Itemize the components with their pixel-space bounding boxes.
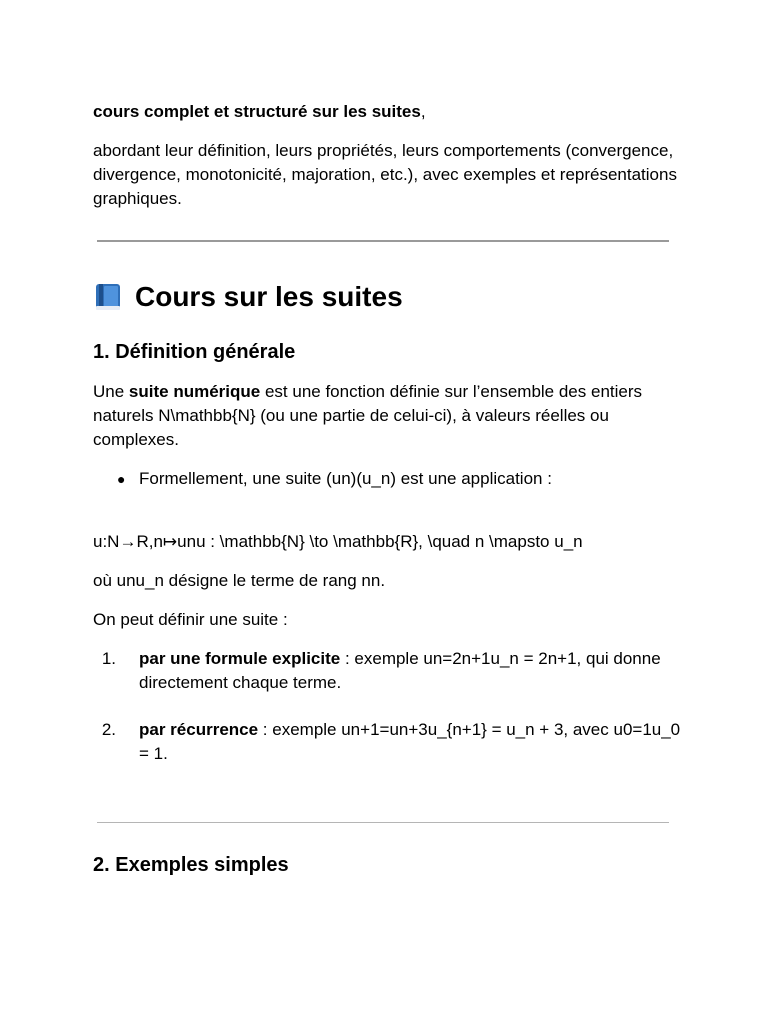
list-rest: : exemple un=2n+1u_n = 2n+1, qui donne directement chaque terme. xyxy=(139,649,661,692)
formula-line: u:N→R,n↦unu : \mathbb{N} \to \mathbb{R}, \quad n \mapsto u_n xyxy=(93,532,583,551)
bullet-text: Formellement, une suite (un)(u_n) est une application : xyxy=(139,469,552,488)
para-end: est une fonction définie sur l’ensemble des entiers naturels N\mathbb{N} (ou une partie de celui-ci), à valeurs réelles ou complexes. xyxy=(93,382,643,449)
divider-bottom xyxy=(97,822,669,823)
intro-title-bold: cours complet et structuré sur les suites xyxy=(93,102,421,121)
list-item xyxy=(93,718,683,766)
main-title xyxy=(93,278,403,316)
list-rest: : exemple un+1=un+3u_{n+1} = u_n + 3, avec u0=1u_0 = 1. xyxy=(139,720,681,763)
where-line: où unu_n désigne le terme de rang nn. xyxy=(93,571,386,590)
intro-title xyxy=(93,100,426,124)
list-bold: par récurrence xyxy=(139,720,259,739)
divider-top xyxy=(97,240,669,242)
bullet-dot: ● xyxy=(117,471,126,487)
section1-heading: 1. Définition générale xyxy=(93,341,296,363)
list-number: 2. xyxy=(101,720,116,739)
section1-paragraph xyxy=(93,380,683,452)
list-text xyxy=(139,718,683,766)
main-title-text: Cours sur les suites xyxy=(135,281,403,312)
intro-description: abordant leur définition, leurs propriétés, leurs comportements (convergence, divergence, monotonicité, majoration, etc.), avec exemples et représentations graphiques. xyxy=(93,141,677,208)
define-intro: On peut définir une suite : xyxy=(93,610,288,629)
bullet-item xyxy=(117,467,552,491)
para-start: Une xyxy=(93,382,129,401)
para-bold: suite numérique xyxy=(128,382,261,401)
intro-title-tail: , xyxy=(420,102,426,121)
blue-book-icon xyxy=(93,282,123,312)
list-bold: par une formule explicite xyxy=(139,649,341,668)
section2-heading: 2. Exemples simples xyxy=(93,854,289,876)
list-number: 1. xyxy=(101,649,116,668)
list-text xyxy=(139,647,683,695)
list-item xyxy=(93,647,683,695)
